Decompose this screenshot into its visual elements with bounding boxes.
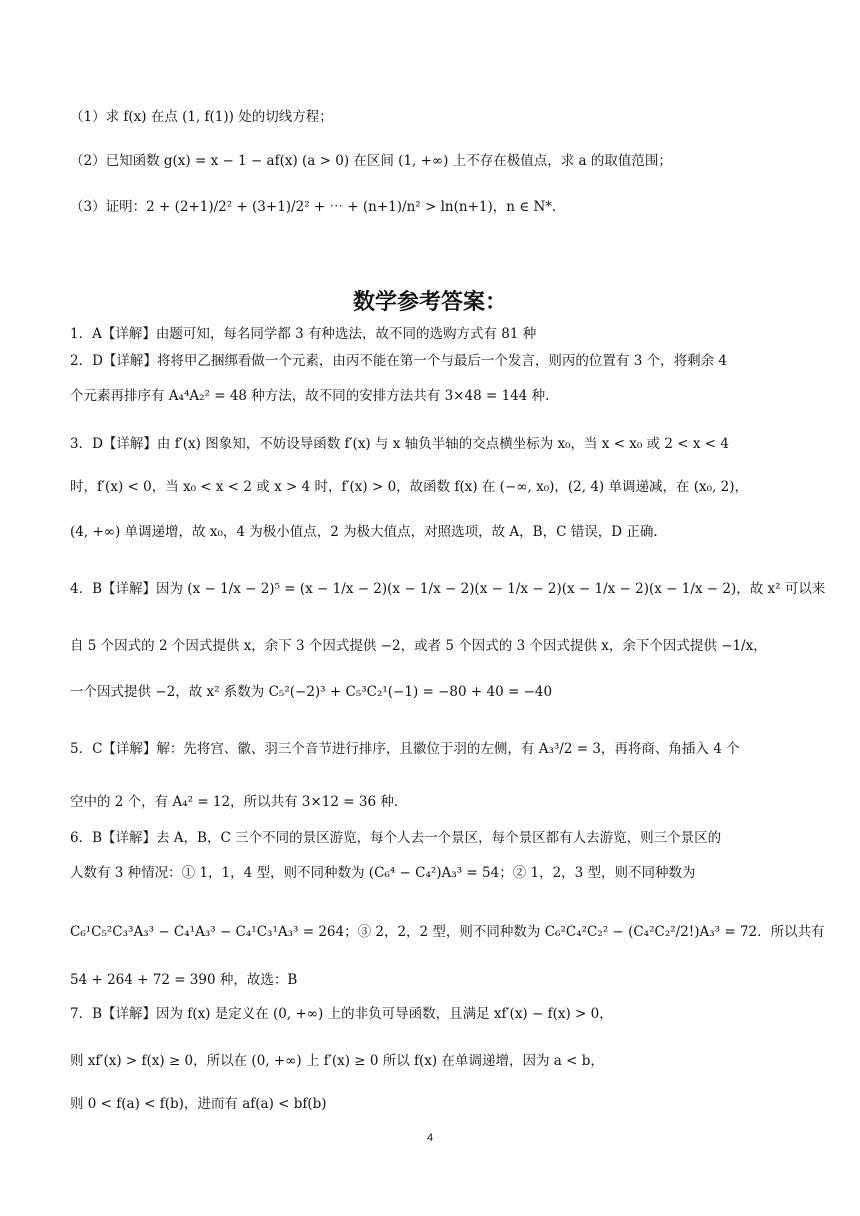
question-part-2: （2）已知函数 g(x) = x − 1 − af(x) (a > 0) 在区间 (1, +∞) 上不存在极值点，求 a 的取值范围； — [70, 153, 672, 169]
answer-line: 时，f′(x) < 0，当 x₀ < x < 2 或 x > 4 时，f′(x) > 0，故函数 f(x) 在 (−∞, x₀)，(2, 4) 单调递减，在 (x₀, 2)， — [70, 479, 748, 495]
answers-title: 数学参考答案： — [352, 290, 507, 315]
answer-line: 一个因式提供 −2，故 x² 系数为 C₅²(−2)³ + C₅³C₂¹(−1) = −80 + 40 = −40 — [70, 684, 553, 700]
answer-line: 3．D【详解】由 f′(x) 图象知，不妨设导函数 f′(x) 与 x 轴负半轴的交点横坐标为 x₀，当 x < x₀ 或 2 < x < 4 — [70, 436, 729, 452]
answer-line: 人数有 3 种情况：① 1，1，4 型，则不同种数为 (C₆⁴ − C₄²)A₃³ = 54；② 1，2，3 型，则不同种数为 — [70, 865, 696, 881]
answer-line: 1．A【详解】由题可知，每名同学都 3 有种选法，故不同的选购方式有 81 种 — [70, 326, 537, 342]
answer-line: 5．C【详解】解：先将宫、徽、羽三个音节进行排序，且徽位于羽的左侧，有 A₃³/2 = 3，再将商、角插入 4 个 — [70, 741, 740, 757]
answer-line: 7．B【详解】因为 f(x) 是定义在 (0, +∞) 上的非负可导函数，且满足 xf′(x) − f(x) > 0， — [70, 1006, 613, 1022]
answer-line: 个元素再排序有 A₄⁴A₂² = 48 种方法，故不同的安排方法共有 3×48 = 144 种. — [70, 388, 550, 404]
answer-line: 54 + 264 + 72 = 390 种，故选：B — [70, 972, 298, 988]
question-part-1: （1）求 f(x) 在点 (1, f(1)) 处的切线方程； — [70, 109, 333, 125]
question-part-3: （3）证明：2 + (2+1)/2² + (3+1)/2² + ⋯ + (n+1)/n² > ln(n+1)，n ∈ N*. — [70, 199, 557, 215]
page-number: 4 — [426, 1132, 434, 1144]
answer-line: 则 0 < f(a) < f(b)，进而有 af(a) < bf(b) — [70, 1096, 327, 1112]
answer-line: 空中的 2 个，有 A₄² = 12，所以共有 3×12 = 36 种. — [70, 794, 399, 810]
answer-line: (4, +∞) 单调递增，故 x₀，4 为极小值点，2 为极大值点，对照选项，故 A，B，C 错误，D 正确. — [70, 524, 658, 540]
answer-line: 6．B【详解】去 A，B，C 三个不同的景区游览，每个人去一个景区，每个景区都有人去游览，则三个景区的 — [70, 830, 722, 846]
answer-line: C₆¹C₅²C₃³A₃³ − C₄¹A₃³ − C₄¹C₃¹A₃³ = 264；③ 2，2，2 型，则不同种数为 C₆²C₄²C₂² − (C₄²C₂²/2!)A₃³ = 72．所以共有 — [70, 924, 825, 940]
answer-line: 自 5 个因式的 2 个因式提供 x，余下 3 个因式提供 −2，或者 5 个因式的 3 个因式提供 x，余下个因式提供 −1/x， — [70, 638, 767, 654]
answer-line: 2．D【详解】将将甲乙捆绑看做一个元素，由丙不能在第一个与最后一个发言，则丙的位置有 3 个，将剩余 4 — [70, 353, 727, 369]
answer-line: 4．B【详解】因为 (x − 1/x − 2)⁵ = (x − 1/x − 2)(x − 1/x − 2)(x − 1/x − 2)(x − 1/x − 2)(x − 1/x − 2)，故 x² 可以来 — [70, 581, 826, 597]
answer-line: 则 xf′(x) > f(x) ≥ 0，所以在 (0, +∞) 上 f′(x) ≥ 0 所以 f(x) 在单调递增，因为 a < b， — [70, 1053, 604, 1069]
